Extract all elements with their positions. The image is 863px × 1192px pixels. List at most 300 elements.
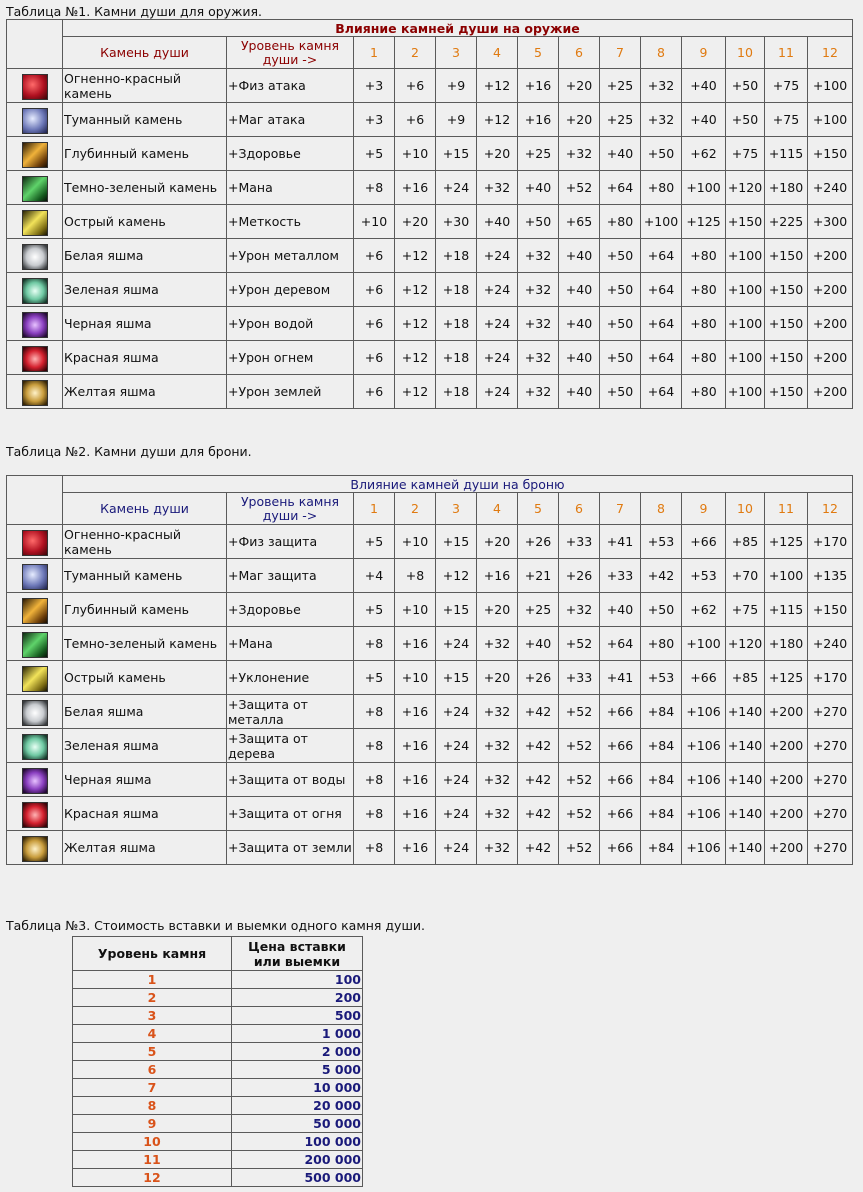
column-header-level: Уровень камня души ->	[227, 493, 354, 525]
effect-value: +25	[518, 593, 559, 627]
effect-value: +40	[559, 239, 600, 273]
effect-value: +18	[436, 341, 477, 375]
effect-value: +6	[395, 103, 436, 137]
stone-effect: +Мана	[227, 627, 354, 661]
table-row	[73, 1097, 363, 1115]
effect-value: +240	[808, 627, 853, 661]
effect-value: +50	[600, 239, 641, 273]
stone-icon-cell	[7, 695, 63, 729]
effect-value: +24	[477, 239, 518, 273]
effect-value: +62	[682, 137, 726, 171]
table-row	[73, 1061, 363, 1079]
stone-name: Темно-зеленый камень	[63, 171, 227, 205]
effect-value: +100	[726, 273, 765, 307]
effect-value: +53	[682, 559, 726, 593]
effect-value: +150	[765, 375, 808, 409]
effect-value: +20	[477, 661, 518, 695]
effect-value: +66	[682, 661, 726, 695]
effect-value: +24	[436, 831, 477, 865]
table2-caption: Таблица №2. Камни души для брони.	[6, 444, 252, 459]
effect-value: +10	[395, 593, 436, 627]
green-jade-icon	[22, 278, 48, 304]
stone-level: 4	[73, 1025, 232, 1043]
effect-value: +84	[641, 729, 682, 763]
stone-icon-cell	[7, 171, 63, 205]
effect-value: +80	[641, 627, 682, 661]
stone-effect: +Здоровье	[227, 593, 354, 627]
effect-value: +10	[395, 525, 436, 559]
effect-value: +140	[726, 729, 765, 763]
effect-value: +140	[726, 695, 765, 729]
effect-value: +40	[559, 273, 600, 307]
corner-cell	[7, 476, 63, 525]
effect-value: +20	[477, 137, 518, 171]
table-row	[7, 525, 853, 559]
effect-value: +84	[641, 695, 682, 729]
table-row	[7, 831, 853, 865]
stone-icon-cell	[7, 273, 63, 307]
white-jade-icon	[22, 700, 48, 726]
effect-value: +100	[765, 559, 808, 593]
table-row	[7, 307, 853, 341]
effect-value: +300	[808, 205, 853, 239]
effect-value: +16	[477, 559, 518, 593]
insertion-price: 50 000	[232, 1115, 363, 1133]
stone-icon-cell	[7, 375, 63, 409]
effect-value: +18	[436, 273, 477, 307]
table-row	[73, 1025, 363, 1043]
effect-value: +32	[477, 171, 518, 205]
effect-value: +41	[600, 661, 641, 695]
effect-value: +32	[559, 137, 600, 171]
effect-value: +85	[726, 661, 765, 695]
stone-name: Глубинный камень	[63, 593, 227, 627]
effect-value: +26	[518, 525, 559, 559]
yellow-jade-icon	[22, 836, 48, 862]
stone-effect: +Маг атака	[227, 103, 354, 137]
effect-value: +5	[354, 137, 395, 171]
effect-value: +18	[436, 239, 477, 273]
stone-name: Темно-зеленый камень	[63, 627, 227, 661]
level-header: 2	[395, 493, 436, 525]
effect-value: +50	[726, 103, 765, 137]
stone-icon-cell	[7, 307, 63, 341]
effect-value: +32	[518, 375, 559, 409]
effect-value: +100	[726, 375, 765, 409]
effect-value: +115	[765, 593, 808, 627]
effect-value: +115	[765, 137, 808, 171]
effect-value: +9	[436, 103, 477, 137]
stone-name: Красная яшма	[63, 341, 227, 375]
amber-gem-icon	[22, 598, 48, 624]
effect-value: +40	[559, 375, 600, 409]
effect-value: +100	[808, 103, 853, 137]
effect-value: +50	[641, 137, 682, 171]
table-row	[7, 205, 853, 239]
effect-value: +40	[682, 103, 726, 137]
effect-value: +10	[354, 205, 395, 239]
effect-value: +66	[600, 797, 641, 831]
stone-icon-cell	[7, 729, 63, 763]
effect-value: +80	[682, 375, 726, 409]
effect-value: +5	[354, 525, 395, 559]
effect-value: +64	[600, 627, 641, 661]
effect-value: +12	[436, 559, 477, 593]
stone-level: 6	[73, 1061, 232, 1079]
effect-value: +9	[436, 69, 477, 103]
effect-value: +150	[808, 593, 853, 627]
effect-value: +50	[641, 593, 682, 627]
stone-name: Красная яшма	[63, 797, 227, 831]
effect-value: +140	[726, 763, 765, 797]
effect-value: +52	[559, 763, 600, 797]
yellow-gem-icon	[22, 210, 48, 236]
table-title: Влияние камней души на броню	[63, 476, 853, 493]
effect-value: +53	[641, 661, 682, 695]
table-row	[7, 763, 853, 797]
effect-value: +4	[354, 559, 395, 593]
effect-value: +32	[518, 341, 559, 375]
stone-name: Белая яшма	[63, 239, 227, 273]
effect-value: +42	[518, 729, 559, 763]
stone-icon-cell	[7, 627, 63, 661]
stone-name: Белая яшма	[63, 695, 227, 729]
stone-name: Зеленая яшма	[63, 729, 227, 763]
stone-level: 5	[73, 1043, 232, 1061]
effect-value: +75	[726, 593, 765, 627]
stone-name: Острый камень	[63, 205, 227, 239]
effect-value: +40	[559, 307, 600, 341]
effect-value: +26	[518, 661, 559, 695]
effect-value: +40	[600, 593, 641, 627]
blue-gem-icon	[22, 108, 48, 134]
black-jade-icon	[22, 312, 48, 338]
effect-value: +6	[354, 239, 395, 273]
effect-value: +240	[808, 171, 853, 205]
effect-value: +24	[436, 627, 477, 661]
effect-value: +125	[682, 205, 726, 239]
effect-value: +15	[436, 661, 477, 695]
effect-value: +270	[808, 831, 853, 865]
effect-value: +200	[808, 239, 853, 273]
effect-value: +64	[641, 239, 682, 273]
stone-effect: +Меткость	[227, 205, 354, 239]
effect-value: +8	[354, 797, 395, 831]
level-header: 3	[436, 493, 477, 525]
stone-icon-cell	[7, 205, 63, 239]
insertion-price: 500	[232, 1007, 363, 1025]
level-header: 1	[354, 37, 395, 69]
armor-soul-stones-table	[6, 475, 853, 865]
effect-value: +180	[765, 627, 808, 661]
green-jade-icon	[22, 734, 48, 760]
table-row	[7, 171, 853, 205]
effect-value: +50	[600, 375, 641, 409]
stone-icon-cell	[7, 831, 63, 865]
effect-value: +32	[477, 763, 518, 797]
white-jade-icon	[22, 244, 48, 270]
effect-value: +32	[477, 831, 518, 865]
effect-value: +106	[682, 797, 726, 831]
stone-icon-cell	[7, 341, 63, 375]
table-row	[73, 1007, 363, 1025]
effect-value: +200	[765, 797, 808, 831]
effect-value: +8	[395, 559, 436, 593]
stone-effect: +Маг защита	[227, 559, 354, 593]
effect-value: +33	[600, 559, 641, 593]
effect-value: +3	[354, 103, 395, 137]
stone-level: 12	[73, 1169, 232, 1187]
effect-value: +100	[682, 171, 726, 205]
effect-value: +140	[726, 831, 765, 865]
effect-value: +52	[559, 831, 600, 865]
effect-value: +16	[518, 103, 559, 137]
insertion-price: 500 000	[232, 1169, 363, 1187]
column-header-level: Уровень камня	[73, 937, 232, 971]
effect-value: +42	[518, 763, 559, 797]
effect-value: +125	[765, 525, 808, 559]
level-header: 11	[765, 37, 808, 69]
table-row	[7, 239, 853, 273]
effect-value: +16	[395, 763, 436, 797]
table-row	[73, 1151, 363, 1169]
stone-icon-cell	[7, 593, 63, 627]
effect-value: +84	[641, 763, 682, 797]
effect-value: +100	[726, 307, 765, 341]
effect-value: +50	[518, 205, 559, 239]
effect-value: +150	[765, 239, 808, 273]
stone-effect: +Защита от металла	[227, 695, 354, 729]
stone-icon-cell	[7, 239, 63, 273]
stone-level: 3	[73, 1007, 232, 1025]
effect-value: +16	[395, 171, 436, 205]
effect-value: +16	[395, 627, 436, 661]
effect-value: +66	[600, 763, 641, 797]
column-header-stone: Камень души	[63, 493, 227, 525]
level-header: 5	[518, 37, 559, 69]
effect-value: +270	[808, 729, 853, 763]
level-header: 4	[477, 493, 518, 525]
effect-value: +12	[395, 239, 436, 273]
table-row	[73, 1079, 363, 1097]
stone-effect: +Урон землей	[227, 375, 354, 409]
effect-value: +200	[808, 307, 853, 341]
table-row	[7, 593, 853, 627]
insertion-price: 200	[232, 989, 363, 1007]
yellow-jade-icon	[22, 380, 48, 406]
table-row	[73, 1043, 363, 1061]
yellow-gem-icon	[22, 666, 48, 692]
effect-value: +24	[477, 375, 518, 409]
effect-value: +15	[436, 525, 477, 559]
red-gem-icon	[22, 74, 48, 100]
stone-effect: +Урон деревом	[227, 273, 354, 307]
stone-name: Огненно-красный камень	[63, 69, 227, 103]
stone-name: Туманный камень	[63, 103, 227, 137]
effect-value: +66	[600, 695, 641, 729]
effect-value: +42	[518, 831, 559, 865]
table-row	[73, 1133, 363, 1151]
effect-value: +32	[477, 695, 518, 729]
stone-effect: +Мана	[227, 171, 354, 205]
effect-value: +106	[682, 695, 726, 729]
effect-value: +12	[395, 341, 436, 375]
effect-value: +8	[354, 763, 395, 797]
effect-value: +8	[354, 171, 395, 205]
column-header-price: Цена вставки или выемки	[232, 937, 363, 971]
effect-value: +42	[518, 797, 559, 831]
level-header: 1	[354, 493, 395, 525]
stone-icon-cell	[7, 559, 63, 593]
effect-value: +66	[682, 525, 726, 559]
effect-value: +40	[477, 205, 518, 239]
effect-value: +150	[765, 341, 808, 375]
effect-value: +6	[354, 307, 395, 341]
effect-value: +32	[477, 797, 518, 831]
stone-icon-cell	[7, 525, 63, 559]
effect-value: +42	[518, 695, 559, 729]
effect-value: +100	[808, 69, 853, 103]
level-header: 5	[518, 493, 559, 525]
effect-value: +80	[682, 307, 726, 341]
effect-value: +52	[559, 627, 600, 661]
stone-effect: +Физ защита	[227, 525, 354, 559]
level-header: 6	[559, 493, 600, 525]
table-row	[7, 729, 853, 763]
effect-value: +25	[600, 69, 641, 103]
effect-value: +24	[477, 273, 518, 307]
effect-value: +6	[354, 341, 395, 375]
effect-value: +32	[518, 273, 559, 307]
stone-level: 11	[73, 1151, 232, 1169]
stone-name: Зеленая яшма	[63, 273, 227, 307]
table-title: Влияние камней души на оружие	[63, 20, 853, 37]
black-jade-icon	[22, 768, 48, 794]
effect-value: +32	[518, 239, 559, 273]
insertion-price: 2 000	[232, 1043, 363, 1061]
effect-value: +41	[600, 525, 641, 559]
red-jade-icon	[22, 802, 48, 828]
effect-value: +24	[436, 171, 477, 205]
stone-effect: +Урон металлом	[227, 239, 354, 273]
effect-value: +70	[726, 559, 765, 593]
corner-cell	[7, 20, 63, 69]
effect-value: +200	[765, 831, 808, 865]
effect-value: +12	[395, 307, 436, 341]
effect-value: +32	[477, 627, 518, 661]
stone-icon-cell	[7, 797, 63, 831]
effect-value: +32	[559, 593, 600, 627]
effect-value: +16	[395, 797, 436, 831]
effect-value: +20	[559, 103, 600, 137]
effect-value: +200	[808, 375, 853, 409]
stone-effect: +Урон огнем	[227, 341, 354, 375]
effect-value: +8	[354, 695, 395, 729]
table-row	[7, 273, 853, 307]
table-row	[73, 989, 363, 1007]
effect-value: +84	[641, 797, 682, 831]
stone-level: 2	[73, 989, 232, 1007]
stone-icon-cell	[7, 661, 63, 695]
stone-name: Желтая яшма	[63, 831, 227, 865]
stone-effect: +Урон водой	[227, 307, 354, 341]
effect-value: +33	[559, 525, 600, 559]
effect-value: +10	[395, 137, 436, 171]
effect-value: +24	[436, 729, 477, 763]
effect-value: +75	[765, 69, 808, 103]
effect-value: +42	[641, 559, 682, 593]
effect-value: +8	[354, 627, 395, 661]
effect-value: +106	[682, 763, 726, 797]
effect-value: +200	[808, 273, 853, 307]
effect-value: +30	[436, 205, 477, 239]
effect-value: +65	[559, 205, 600, 239]
stone-icon-cell	[7, 69, 63, 103]
effect-value: +33	[559, 661, 600, 695]
effect-value: +270	[808, 763, 853, 797]
effect-value: +6	[395, 69, 436, 103]
table-row	[7, 375, 853, 409]
effect-value: +50	[600, 307, 641, 341]
insertion-price: 100	[232, 971, 363, 989]
effect-value: +12	[477, 69, 518, 103]
level-header: 7	[600, 493, 641, 525]
effect-value: +18	[436, 375, 477, 409]
level-header: 12	[808, 37, 853, 69]
table3-caption: Таблица №3. Стоимость вставки и выемки одного камня души.	[6, 918, 425, 933]
column-header-level: Уровень камня души ->	[227, 37, 354, 69]
effect-value: +20	[477, 525, 518, 559]
effect-value: +50	[726, 69, 765, 103]
effect-value: +75	[765, 103, 808, 137]
level-header: 4	[477, 37, 518, 69]
effect-value: +62	[682, 593, 726, 627]
effect-value: +150	[726, 205, 765, 239]
table-row	[7, 627, 853, 661]
effect-value: +80	[600, 205, 641, 239]
level-header: 8	[641, 37, 682, 69]
effect-value: +80	[682, 239, 726, 273]
effect-value: +18	[436, 307, 477, 341]
effect-value: +15	[436, 593, 477, 627]
weapon-soul-stones-table	[6, 19, 853, 409]
level-header: 9	[682, 37, 726, 69]
effect-value: +25	[518, 137, 559, 171]
effect-value: +120	[726, 171, 765, 205]
insertion-cost-table	[72, 936, 363, 1187]
effect-value: +66	[600, 729, 641, 763]
effect-value: +80	[682, 341, 726, 375]
red-jade-icon	[22, 346, 48, 372]
effect-value: +20	[395, 205, 436, 239]
stone-level: 1	[73, 971, 232, 989]
table-row	[7, 695, 853, 729]
effect-value: +8	[354, 729, 395, 763]
stone-effect: +Физ атака	[227, 69, 354, 103]
effect-value: +120	[726, 627, 765, 661]
effect-value: +150	[765, 307, 808, 341]
level-header: 7	[600, 37, 641, 69]
effect-value: +20	[477, 593, 518, 627]
table-row	[73, 1169, 363, 1187]
effect-value: +100	[682, 627, 726, 661]
table-row	[7, 559, 853, 593]
stone-effect: +Уклонение	[227, 661, 354, 695]
stone-level: 9	[73, 1115, 232, 1133]
effect-value: +24	[477, 341, 518, 375]
effect-value: +150	[808, 137, 853, 171]
effect-value: +170	[808, 661, 853, 695]
